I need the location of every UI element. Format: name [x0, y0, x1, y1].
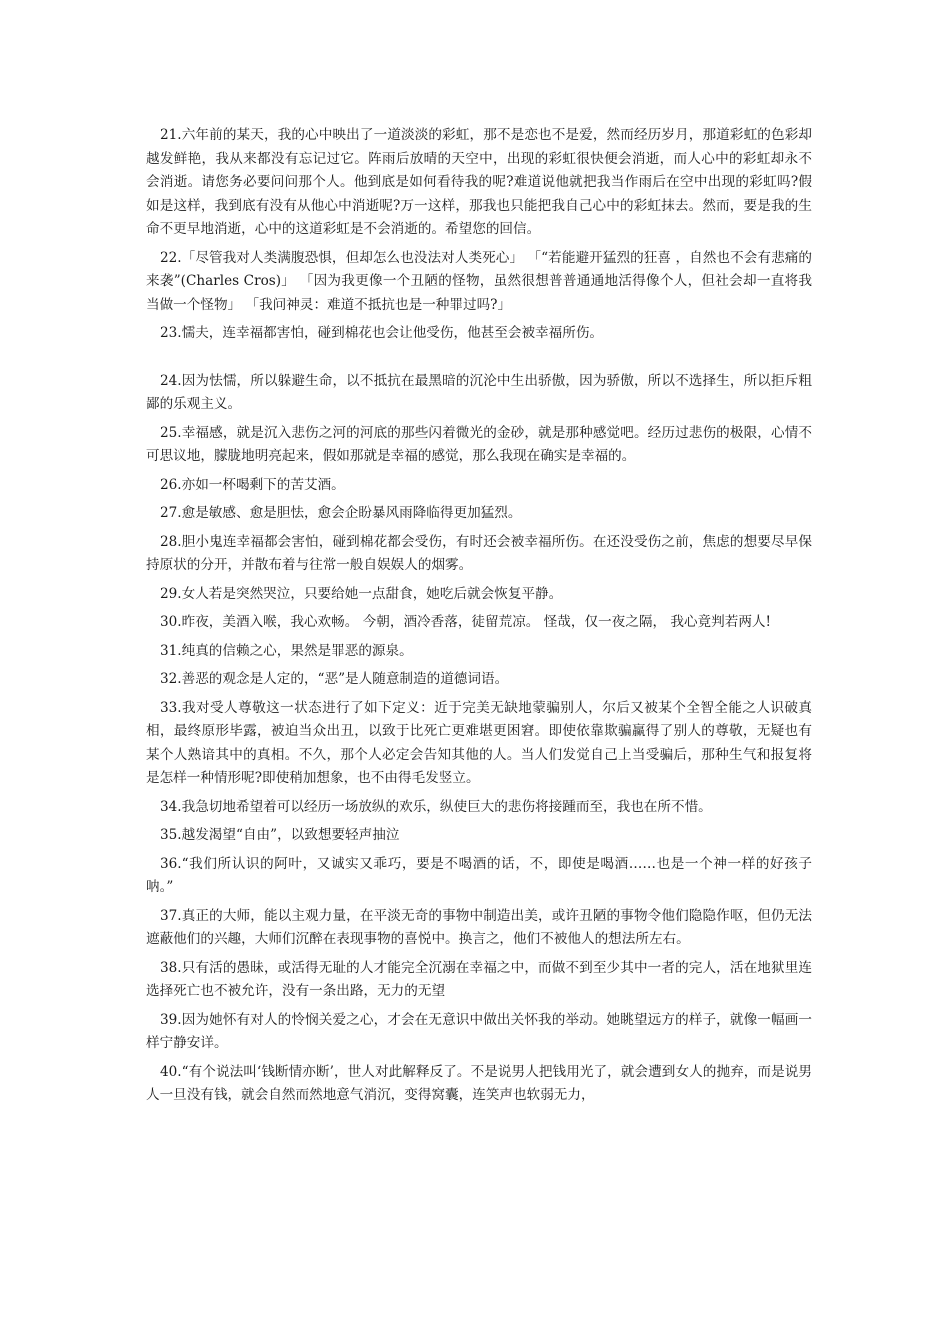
document-page	[146, 124, 812, 1113]
paragraph-38: 38.只有活的愚昧，或活得无耻的人才能完全沉溺在幸福之中，而做不到至少其中一者的完人，活在地狱里连选择死亡也不被允许，没有一条出路，无力的无望	[146, 959, 812, 999]
paragraph-31: 31.纯真的信赖之心，果然是罪恶的源泉。	[160, 642, 413, 659]
paragraph-26: 26.亦如一杯喝剩下的苦艾酒。	[160, 476, 345, 493]
paragraph-28: 28.胆小鬼连幸福都会害怕，碰到棉花都会受伤，有时还会被幸福所伤。在还没受伤之前，焦虑的想要尽早保持原状的分开，并散布着与往常一般自娱娱人的烟雾。	[146, 533, 812, 573]
paragraph-33: 33.我对受人尊敬这一状态进行了如下定义：近于完美无缺地蒙骗别人，尔后又被某个全智全能之人识破真相，最终原形毕露，被迫当众出丑，以致于比死亡更难堪更困窘。即使依靠欺骗赢得了别人的尊敬，无疑也有某个人熟谙其中的真相。不久，那个人必定会告知其他的人。当人们发觉自己上当受骗后，那种生气和报复将是怎样一种情形呢?即使稍加想象，也不由得毛发竖立。	[146, 699, 812, 786]
paragraph-22: 22.「尽管我对人类满腹恐惧，但却怎么也没法对人类死心」 「“若能避开猛烈的狂喜 ，自然也不会有悲痛的来袭”(Charles Cros)」 「因为我更像一个丑陋的怪物，虽然很想普普通通地活得像个人，但社会却一直将我当做一个怪物」 「我问神灵：难道不抵抗也是一种罪过吗?」	[146, 249, 812, 313]
paragraph-27: 27.愈是敏感、愈是胆怯，愈会企盼暴风雨降临得更加猛烈。	[160, 505, 522, 521]
paragraph-37: 37.真正的大师，能以主观力量，在平淡无奇的事物中制造出美，或许丑陋的事物令他们隐隐作呕，但仍无法遮蔽他们的兴趣，大师们沉醉在表现事物的喜悦中。换言之，他们不被他人的想法所左右。	[146, 907, 812, 947]
paragraph-29: 29.女人若是突然哭泣，只要给她一点甜食，她吃后就会恢复平静。	[160, 585, 563, 602]
paragraph-40: 40.“有个说法叫‘钱断情亦断’，世人对此解释反了。不是说男人把钱用光了，就会遭到女人的抛弃，而是说男人一旦没有钱，就会自然而然地意气消沉，变得窝囊，连笑声也软弱无力，	[146, 1063, 812, 1103]
paragraph-25: 25.幸福感，就是沉入悲伤之河的河底的那些闪着微光的金砂，就是那种感觉吧。经历过悲伤的极限，心情不可思议地，朦胧地明亮起来，假如那就是幸福的感觉，那么我现在确实是幸福的。	[146, 424, 812, 464]
paragraph-36: 36.“我们所认识的阿叶，又诚实又乖巧，要是不喝酒的话，不，即使是喝酒……也是一个神一样的好孩子呐。”	[146, 855, 812, 895]
paragraph-30: 30.昨夜，美酒入喉，我心欢畅。 今朝，酒冷香落，徒留荒凉。 怪哉，仅一夜之隔， 我心竟判若两人!	[160, 614, 771, 630]
paragraph-34: 34.我急切地希望着可以经历一场放纵的欢乐，纵使巨大的悲伤将接踵而至，我也在所不惜。	[160, 798, 712, 815]
paragraph-21: 21.六年前的某天，我的心中映出了一道淡淡的彩虹，那不是恋也不是爱，然而经历岁月，那道彩虹的色彩却越发鲜艳，我从来都没有忘记过它。阵雨后放晴的天空中，出现的彩虹很快便会消逝，而人心中的彩虹却永不会消逝。请您务必要问问那个人。他到底是如何看待我的呢?难道说他就把我当作雨后在空中出现的彩虹吗?假如是这样，我到底有没有从他心中消逝呢?万一这样，那我也只能把我自己心中的彩虹抹去。然而，要是我的生命不更早地消逝，心中的这道彩虹是不会消逝的。希望您的回信。	[146, 127, 812, 237]
paragraph-39: 39.因为她怀有对人的怜悯关爱之心，才会在无意识中做出关怀我的举动。她眺望远方的样子，就像一幅画一样宁静安详。	[146, 1011, 812, 1051]
paragraph-32: 32.善恶的观念是人定的，“恶”是人随意制造的道德词语。	[160, 671, 509, 687]
paragraph-24: 24.因为怯懦，所以躲避生命，以不抵抗在最黑暗的沉沦中生出骄傲，因为骄傲，所以不选择生，所以拒斥粗鄙的乐观主义。	[146, 372, 812, 412]
paragraph-35: 35.越发渴望“自由”，以致想要轻声抽泣	[160, 827, 400, 843]
paragraph-23: 23.懦夫，连幸福都害怕，碰到棉花也会让他受伤，他甚至会被幸福所伤。	[160, 325, 604, 341]
